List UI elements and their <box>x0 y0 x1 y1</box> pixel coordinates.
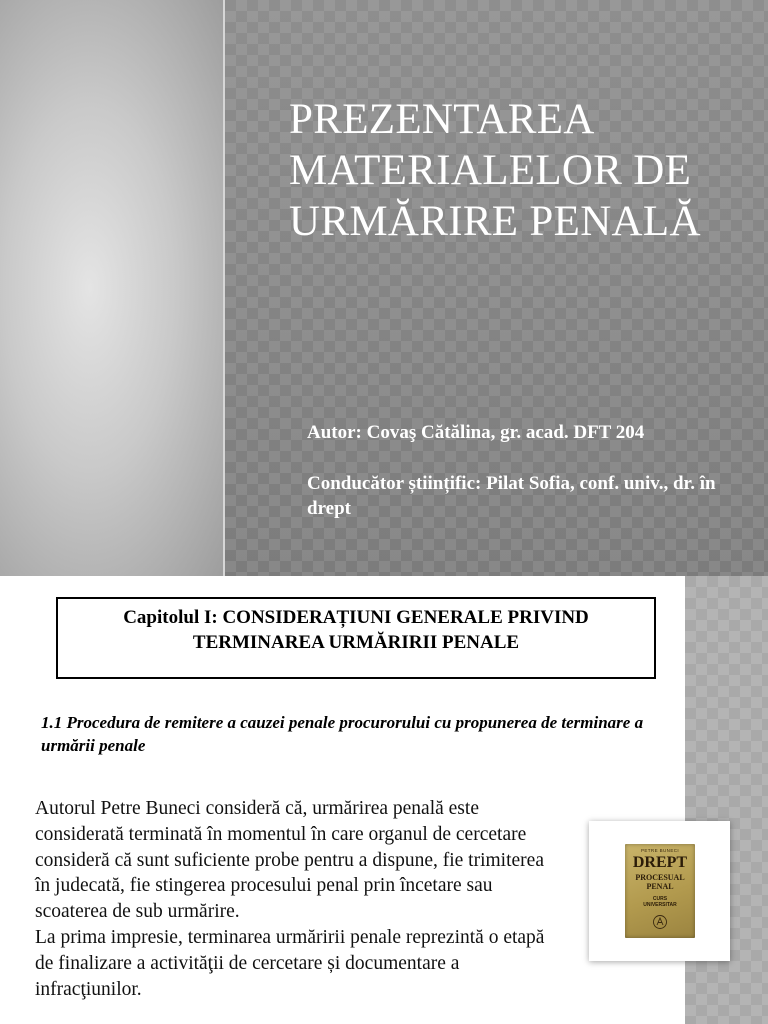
section-heading: 1.1 Procedura de remitere a cauzei penale procurorului cu propunerea de terminare a urmării penale <box>41 713 644 755</box>
book-subtitle-line: PROCESUAL <box>635 873 685 882</box>
book-cover-frame <box>589 821 730 961</box>
presentation-title <box>289 94 749 247</box>
book-cover-image <box>625 844 695 938</box>
chapter-title: Capitolul I: CONSIDERAȚIUNI GENERALE PRIVIND TERMINAREA URMĂRIRII PENALE <box>123 607 589 653</box>
presentation-title-line: MATERIALELOR DE <box>289 147 692 194</box>
title-slide-left-panel <box>0 0 224 576</box>
chapter-slide <box>0 576 768 1024</box>
book-author: PETRE BUNECI <box>640 848 680 853</box>
body-paragraph: Autorul Petre Buneci consideră că, urmărirea penală este considerată terminată în momentul în care organul de cercetare consideră că sunt suficiente probe pentru a dispune, fie trimiterea în judecată, fie stingerea procesului penal prin încetare sau scoaterea de sub urmărire. <box>35 798 544 923</box>
author-line: Autor: Covaş Cătălina, gr. acad. DFT 204 <box>307 422 645 443</box>
book-course <box>625 896 695 908</box>
presentation-title-line: PREZENTAREA <box>289 96 595 143</box>
chapter-title-box <box>56 597 656 679</box>
emblem-icon <box>652 914 668 930</box>
book-course-line: CURS <box>652 896 668 902</box>
body-paragraph: La prima impresie, terminarea urmăririi penale reprezintă o etapă de finalizare a activităţii de cercetare și documentare a infracţiunilor. <box>35 926 545 1000</box>
book-title: DREPT <box>632 854 688 871</box>
book-subtitle-line: PENAL <box>646 882 674 891</box>
advisor-line: Conducător științific: Pilat Sofia, conf. univ., dr. în drept <box>307 473 716 519</box>
body-text <box>35 796 545 1002</box>
book-course-line: UNIVERSITAR <box>643 902 677 908</box>
presentation-title-line: URMĂRIRE PENALĂ <box>289 198 701 245</box>
book-subtitle <box>625 873 695 891</box>
